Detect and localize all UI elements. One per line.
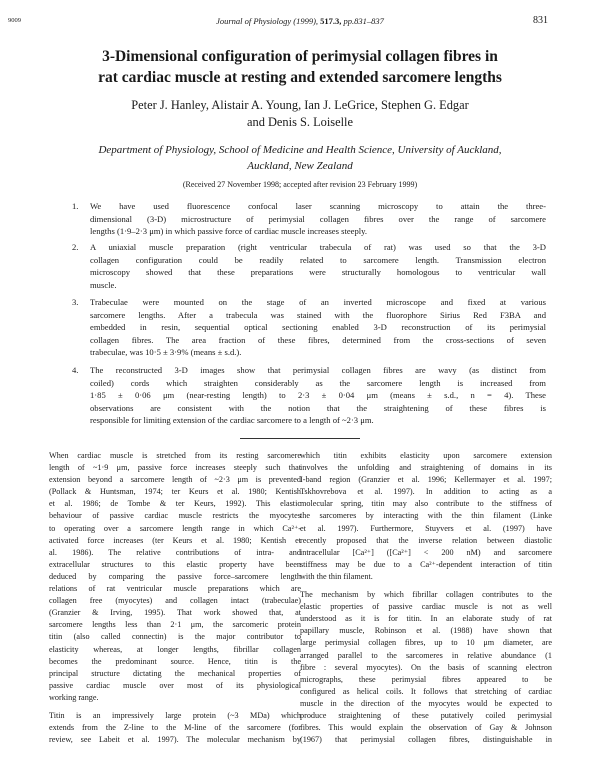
body-column-right (300, 450, 552, 746)
body-text-line: deduced by comparing the passive force–sarcomere length (49, 571, 301, 581)
body-text-line: large perimysial collagen fibres, up to 10 μm diameter, are (300, 638, 552, 648)
abstract-line: dimensional (3-D) microstructure of perimysial collagen fibres over the range of sarcomere (90, 213, 546, 224)
article-code: 9009 (8, 17, 21, 24)
body-text-line: fibre : several myocytes). On the basis of scanning electron (300, 662, 552, 672)
abstract-point (72, 241, 546, 291)
title-line: 3-Dimensional configuration of perimysial collagen fibres in (102, 48, 498, 65)
journal-header (0, 16, 600, 26)
body-text-line: et al. 1986; de Tombe & ter Keurs, 1992). This elastic (49, 499, 301, 509)
abstract-line: collagen configuration could be readily related to sarcomere length. Transmission electron (90, 254, 546, 265)
body-text-line: stiffness may be due to a Ca²⁺-dependent interaction of titin (300, 559, 552, 569)
affiliation-line: Auckland, New Zealand (247, 160, 353, 172)
body-text-line: elastic properties of passive cardiac muscle is not as well (300, 602, 552, 612)
abstract-point-number: 3. (72, 297, 79, 307)
body-text-line: fibres. This would explain the observation of Gay & Johnson (300, 723, 552, 733)
affiliation-line: Department of Physiology, School of Medicine and Health Science, University of Auckland, (98, 144, 502, 156)
body-text-line: activated force increases (ter Keurs et al. 1980; Kentish et (49, 535, 301, 545)
abstract-point (72, 364, 546, 427)
author-list (40, 97, 560, 131)
abstract-line: trabeculae, was 10·5 ± 3·9% (means ± s.d.). (90, 347, 242, 358)
abstract-line: embedded in resin, sequential optical sectioning enabled 3-D reconstruction of its perimysial (90, 322, 546, 333)
section-divider (240, 438, 360, 439)
body-text-line: involves the unfolding and straightening of domains in its (300, 463, 552, 473)
volume-issue: 517.3, (320, 16, 342, 26)
abstract-line: microscopy showed that these preparations were structurally homologous to ventricular wall (90, 267, 546, 278)
abstract-line: 1·85 ± 0·06 μm (near-resting length) to 2·3 ± 0·04 μm (means ± s.d., n = 4). These (90, 390, 546, 401)
body-text-line: extends from the Z-line to the M-line of the sarcomere (for (49, 723, 301, 733)
author-line: Peter J. Hanley, Alistair A. Young, Ian J. LeGrice, Stephen G. Edgar (131, 98, 469, 112)
journal-name: Journal of Physiology (1999), (216, 16, 319, 26)
title-line: rat cardiac muscle at resting and extended sarcomere lengths (98, 69, 502, 86)
body-text-line: Titin is an impressively large protein (~3 MDa) which (49, 710, 301, 720)
abstract-line: The reconstructed 3-D images show that perimysial collagen fibres are wavy (as distinct from (90, 365, 546, 375)
body-text-line: length of ~1·9 μm, passive force increases steeply such that (49, 463, 301, 473)
body-text-line: principal structure dictating the mechanical properties of (49, 668, 301, 678)
abstract-line: observations are consistent with the notion that the straightening of these fibres is (90, 402, 546, 413)
body-text-line: produce straightening of these putatively coiled perimysial (300, 710, 552, 720)
abstract-point-number: 4. (72, 365, 79, 375)
abstract-line: A uniaxial muscle preparation (right ventricular trabecula of rat) was used so that the 3-D (90, 242, 546, 252)
body-text-line: working range. (49, 692, 99, 702)
received-dates: (Received 27 November 1998; accepted after revision 23 February 1999) (182, 180, 418, 189)
abstract-line: We have used fluorescence confocal laser scanning microscopy to attain the three- (90, 201, 546, 211)
body-text-line: sarcomere lengths less than 2·1 μm, the sarcomeric protein (49, 620, 301, 630)
body-text-line: review, see Labeit et al. 1997). The molecular mechanism by (49, 735, 301, 745)
body-text-line: Tskhovrebova et al. 1997). In addition to acting as a (300, 487, 552, 497)
body-text-line: (Pollack & Huntsman, 1974; ter Keurs et al. 1980; Kentish (49, 487, 301, 497)
body-text-line: titin (also called connectin) is the major contributor to (49, 632, 301, 642)
body-text-line: becomes the predominant source. Hence, titin is the (49, 656, 301, 666)
body-text-line: (Granzier & Irving, 1995). That work showed that, at (49, 608, 301, 618)
author-line: and Denis S. Loiselle (247, 115, 353, 129)
body-text-line: recently proposed that the inverse relation between diastolic (300, 535, 552, 545)
body-text-line: papillary muscle, Robinson et al. (1988) have shown that (300, 626, 552, 636)
body-text-line: extension beyond a sarcomere length of ~2·3 μm is prevented (49, 475, 301, 485)
body-text-line: micrographs, these perimysial fibres appeared to be (300, 674, 552, 684)
body-text-line: et al. 1997). Furthermore, Stuyvers et al. (1997) have (300, 523, 552, 533)
body-text-line: the sarcomeres by interacting with the thin filament (Linke (300, 511, 552, 521)
body-text-line: elasticity whereas, at longer lengths, fibrillar collagen (49, 644, 301, 654)
abstract-point-number: 2. (72, 242, 79, 252)
body-text-line: intracellular [Ca²⁺] ([Ca²⁺] < 200 nM) and sarcomere (300, 547, 552, 557)
body-text-line: arranged parallel to the sarcomeres in relative abundance (1 (300, 650, 552, 660)
body-text-line: configured as helical coils. It follows that stretching of cardiac (300, 686, 552, 696)
abstract-point-number: 1. (72, 201, 79, 211)
body-text-line: When cardiac muscle is stretched from its resting sarcomere (49, 451, 301, 460)
page-range: pp.831–837 (343, 16, 384, 26)
body-text-line: which titin exhibits elasticity upon sarcomere extension (300, 451, 552, 460)
body-text-line: collagen free (myocytes) and collagen intact (trabeculae) (49, 596, 301, 606)
affiliation (40, 142, 560, 174)
body-text-line: behaviour of passive cardiac muscle restricts the myocytes (49, 511, 301, 521)
abstract-point (72, 296, 546, 359)
body-text-line: extracellular structures to this elastic property have been (49, 559, 301, 569)
article-title (40, 46, 560, 88)
body-text-line: muscle in the direction of the myocytes would be expected to (300, 698, 552, 708)
body-text-line: with the thin filament. (300, 571, 373, 581)
body-text-line: al. 1986). The relative contributions of intra- and (49, 547, 301, 557)
body-text-line: I-band region (Granzier et al. 1996; Kellermayer et al. 1997; (300, 475, 552, 485)
abstract-line: muscle. (90, 279, 117, 290)
body-column-left (49, 450, 301, 746)
body-text-line: molecular spring, titin may also contribute to the stiffness of (300, 499, 552, 509)
abstract-line: lengths (1·9–2·3 μm) in which passive force of cardiac muscle increases steeply. (90, 226, 368, 237)
abstract-line: collagen fibres. The area fraction of these fibres, determined from the cross-sections of seven (90, 334, 546, 345)
abstract-line: Trabeculae were mounted on the stage of an inverted microscope and fixed at various (90, 297, 546, 307)
body-text-line: to operating over a sarcomere length range in which Ca²⁺- (49, 523, 301, 533)
abstract-point (72, 200, 546, 238)
body-text-line: passive cardiac muscle over most of its physiological (49, 680, 301, 690)
page-number: 831 (533, 15, 548, 26)
body-text-line: understood as it is for titin. In an elaborate study of rat (300, 614, 552, 624)
abstract-line: coiled) cords which straighten considerably as the sarcomere length is increased from (90, 377, 546, 388)
body-text-line: (1967) that perimysial collagen fibres, distinguishable in (300, 735, 552, 745)
abstract-line: sarcomere lengths. After a trabecula was stained with the fluorophore Sirius Red F3BA and (90, 309, 546, 320)
body-text-line: The mechanism by which fibrillar collagen contributes to the (300, 590, 552, 600)
abstract-line: responsible for limiting extension of the cardiac sarcomere to a length of ~2·3 μm. (90, 415, 374, 426)
body-text-line: relations of rat ventricular muscle preparations which are (49, 584, 301, 594)
